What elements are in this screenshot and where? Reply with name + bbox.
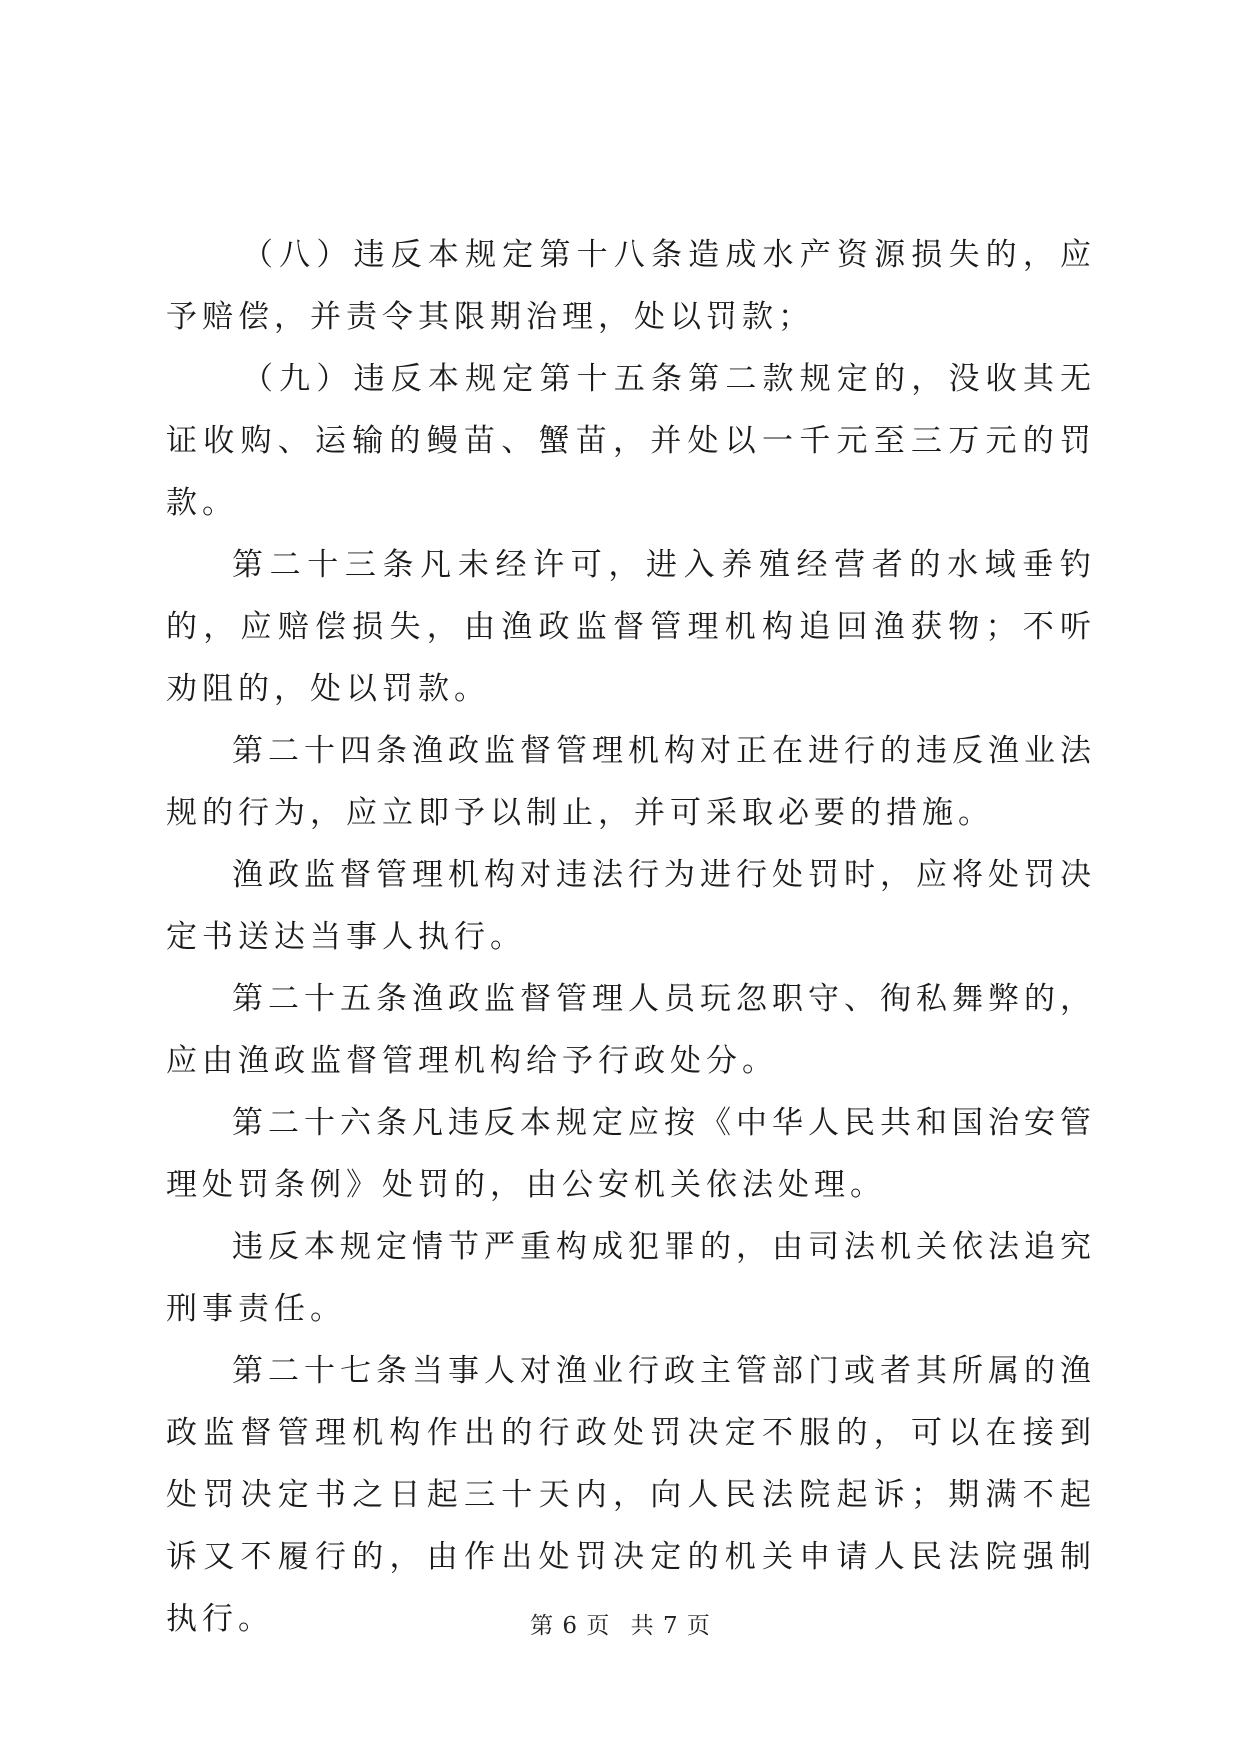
paragraph-article-27: 第二十七条当事人对渔业行政主管部门或者其所属的渔政监督管理机构作出的行政处罚决定不服的，可以在接到处罚决定书之日起三十天内，向人民法院起诉；期满不起诉又不履行的，由作出处罚决定的机关申请人民法院强制执行。	[166, 1353, 1096, 1637]
paragraph-article-25: 第二十五条渔政监督管理人员玩忽职守、徇私舞弊的，应由渔政监督管理机构给予行政处分。	[166, 981, 1096, 1079]
paragraph-article-24-clause-2: 渔政监督管理机构对违法行为进行处罚时，应将处罚决定书送达当事人执行。	[166, 857, 1096, 955]
page-footer	[0, 1607, 1241, 1640]
paragraph-item-9: （九）违反本规定第十五条第二款规定的，没收其无证收购、运输的鳗苗、蟹苗，并处以一千元至三万元的罚款。	[166, 361, 1096, 521]
paragraph-article-23: 第二十三条凡未经许可，进入养殖经营者的水域垂钓的，应赔偿损失，由渔政监督管理机构追回渔获物；不听劝阻的，处以罚款。	[166, 547, 1096, 707]
paragraph-item-8: （八）违反本规定第十八条造成水产资源损失的，应予赔偿，并责令其限期治理，处以罚款；	[166, 237, 1096, 335]
paragraph-article-26-clause-2: 违反本规定情节严重构成犯罪的，由司法机关依法追究刑事责任。	[166, 1229, 1096, 1327]
paragraph-article-26: 第二十六条凡违反本规定应按《中华人民共和国治安管理处罚条例》处罚的，由公安机关依法处理。	[166, 1105, 1096, 1203]
paragraph-article-24: 第二十四条渔政监督管理机构对正在进行的违反渔业法规的行为，应立即予以制止，并可采取必要的措施。	[166, 733, 1096, 831]
page-total: 共 7 页	[630, 1613, 711, 1639]
document-body	[166, 224, 1096, 1650]
page-number: 第 6 页	[530, 1613, 611, 1639]
